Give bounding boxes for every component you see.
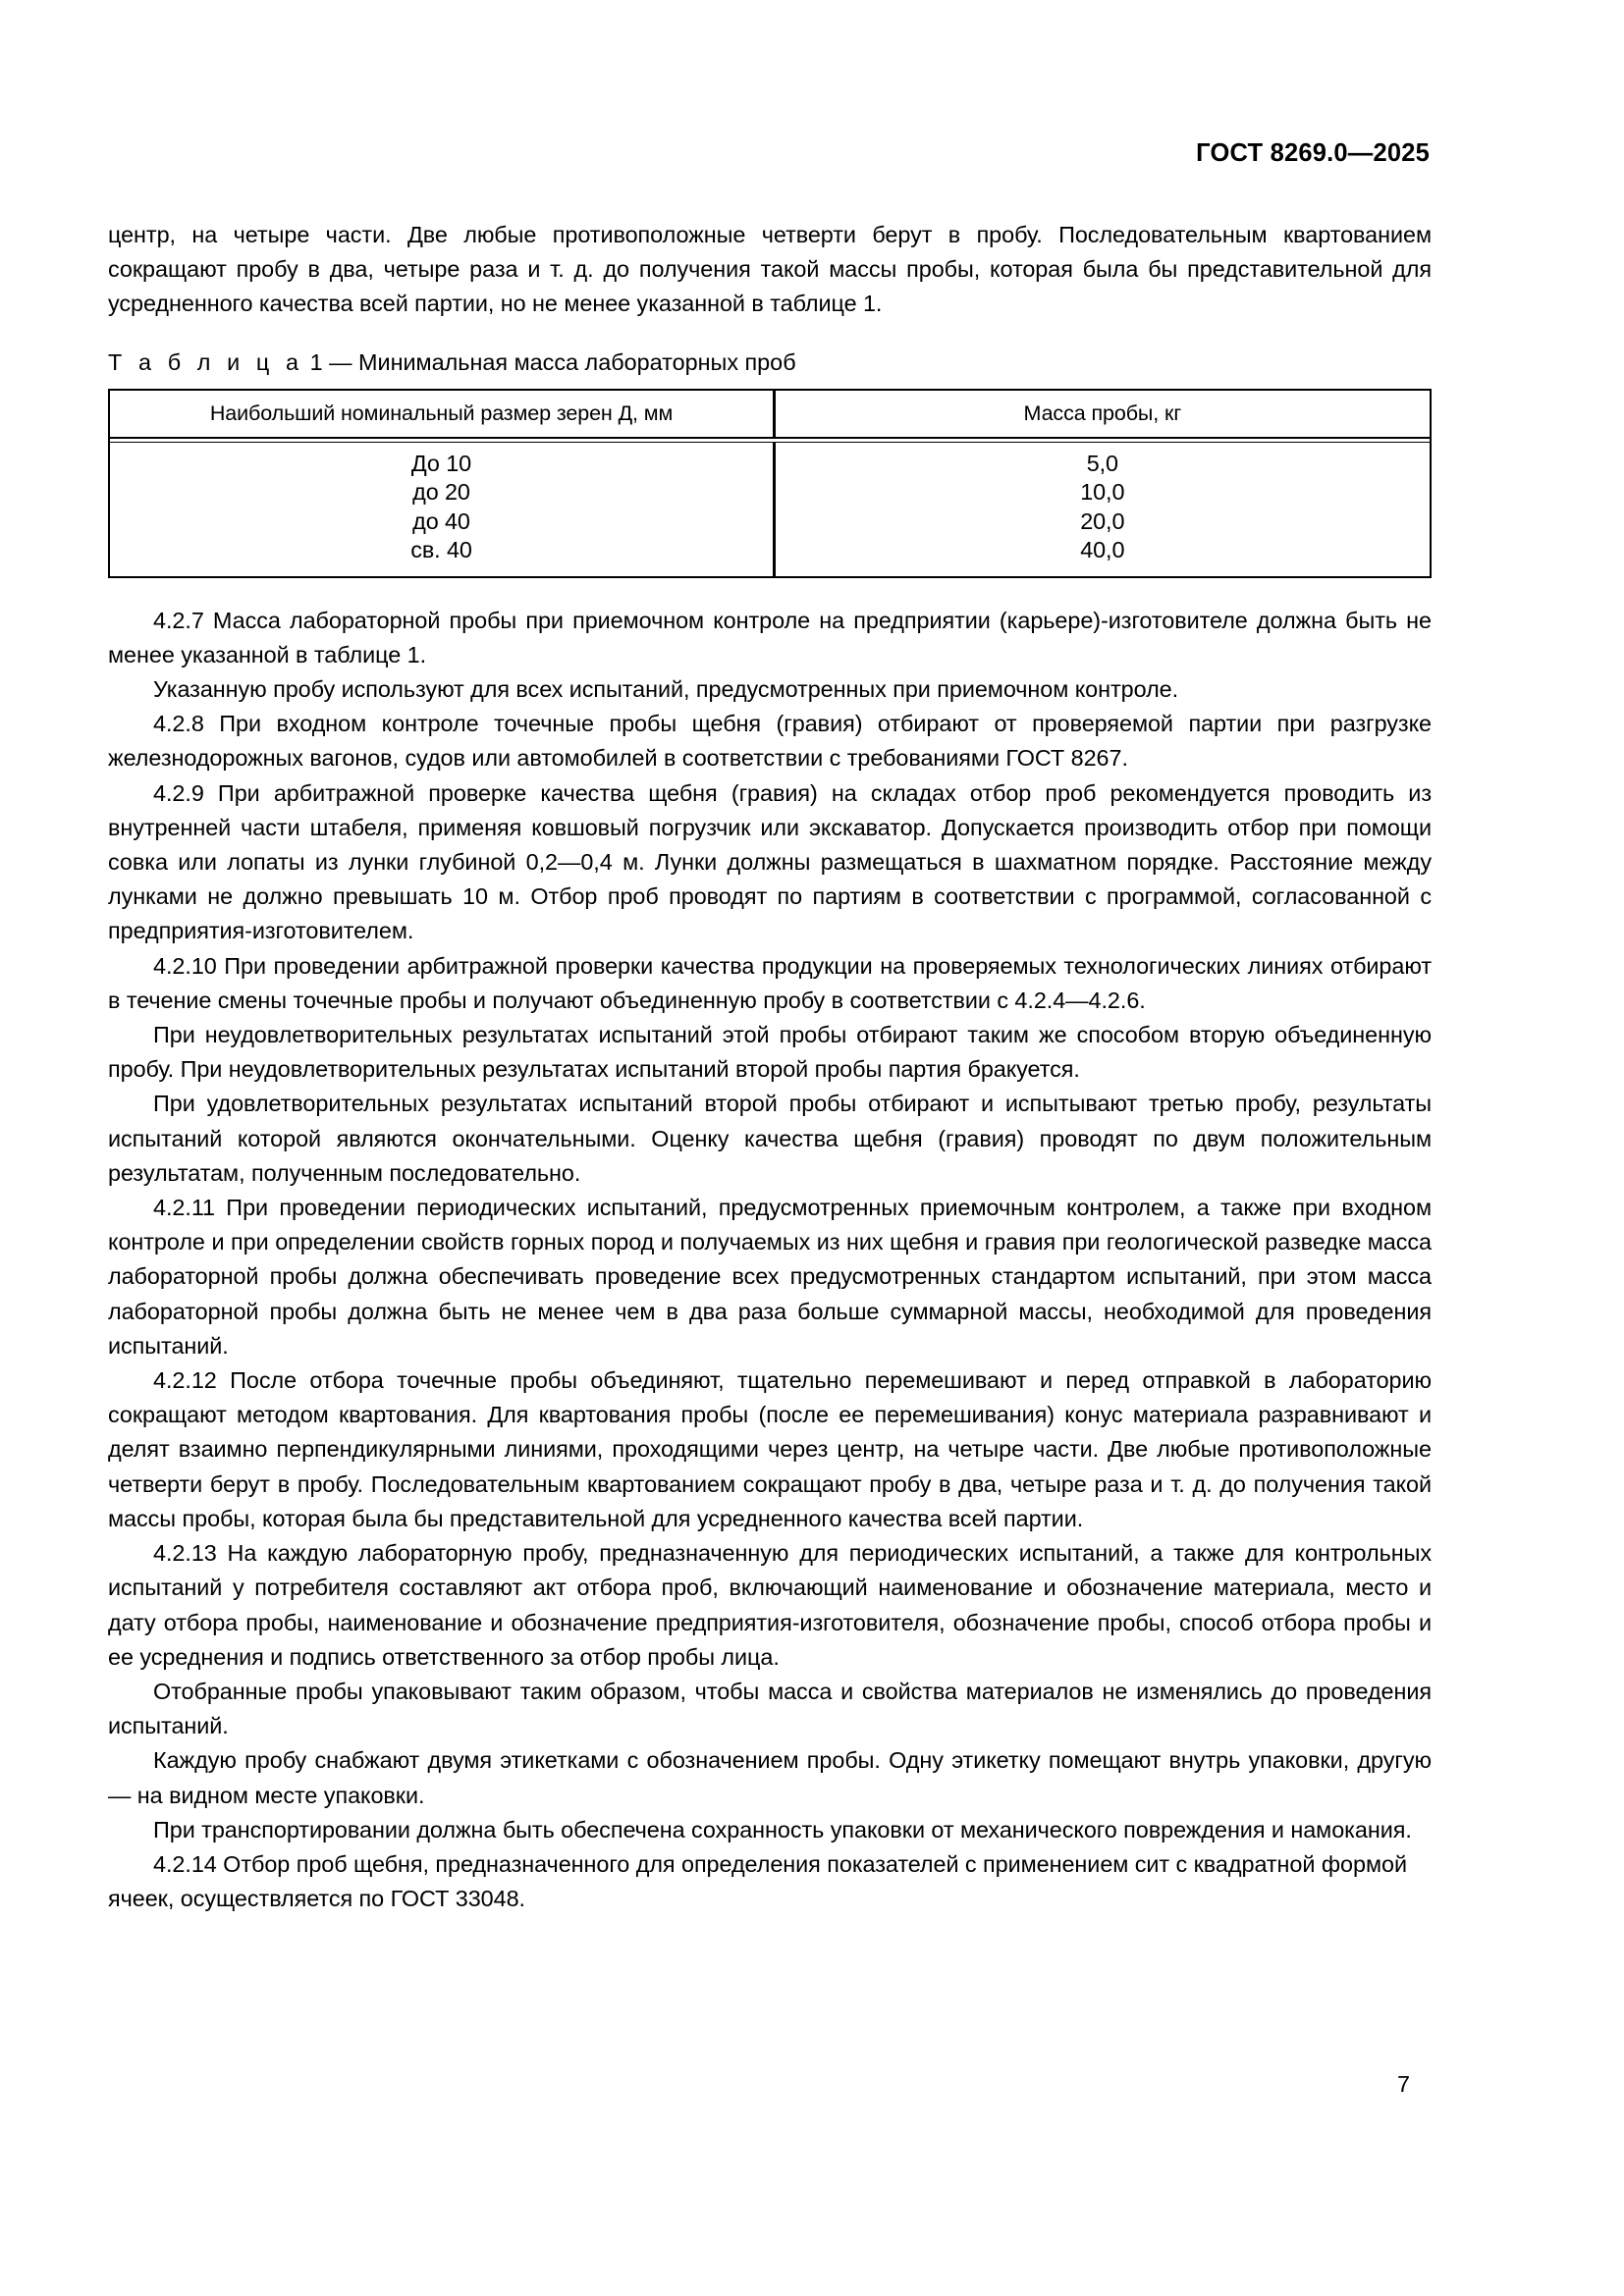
paragraph-4-2-14: 4.2.14 Отбор проб щебня, предназначенного для определения показателей с применением сит с квадратной формой ячеек, осуществляется по ГОСТ 33048. — [108, 1850, 1407, 1912]
table-caption-dash: — — [329, 348, 352, 375]
table-cell-mass: 40,0 — [1080, 537, 1125, 563]
table-cell-mass: 5,0 — [1086, 450, 1118, 476]
table-cell-size: до 20 — [412, 479, 470, 506]
table-cell-size: св. 40 — [410, 537, 472, 563]
table-caption-number: 1 — [309, 348, 323, 375]
table-header-cell-size: Наибольший номинальный размер зерен Д, мм — [209, 400, 674, 425]
page-content-column — [108, 218, 1432, 1916]
paragraph-4-2-13-note-2: Каждую пробу снабжают двумя этикетками с обозначением пробы. Одну этикетку помещают внутрь упаковки, другую — на видном месте упаковки. — [108, 1747, 1432, 1808]
table-cell-size: До 10 — [410, 450, 472, 476]
table-header-row — [110, 391, 1430, 437]
paragraph-4-2-7: 4.2.7 Масса лабораторной пробы при приемочном контроле на предприятии (карьере)-изготовителе должна быть не менее указанной в таблице 1. — [108, 607, 1432, 667]
table-cell-mass: 20,0 — [1080, 507, 1125, 534]
table-cell-mass: 10,0 — [1080, 479, 1125, 506]
paragraph-4-2-13-note-3: При транспортировании должна быть обеспечена сохранность упаковки от механического повреждения и намокания. — [153, 1816, 1412, 1842]
table-body — [110, 443, 1430, 576]
running-header-standard-title: ГОСТ 8269.0—2025 — [1196, 139, 1430, 167]
table-minimum-lab-sample-mass — [108, 389, 1432, 578]
table-header-cell-mass: Масса пробы, кг — [1023, 400, 1182, 425]
page-number: 7 — [1397, 2071, 1411, 2097]
paragraph-4-2-9: 4.2.9 При арбитражной проверке качества щебня (гравия) на складах отбор проб рекомендуется проводить из внутренней части штабеля, применяя ковшовый погрузчик или экскаватор. Допускается производить отбор при помощи совка или лопаты из лунки глубиной 0,2—0,4 м. Лунки должны размещаться в шахматном порядке. Расстояние между лунками не должно превышать 10 м. Отбор проб проводят по партиям в соответствии с программой, согласованной с предприятия-изготовителем. — [108, 779, 1432, 944]
table-frame — [108, 389, 1432, 578]
paragraph-4-2-11: 4.2.11 При проведении периодических испытаний, предусмотренных приемочным контролем, а также при входном контроле и при определении свойств горных пород и получаемых из них щебня и гравия при геологической разведке масса лабораторной пробы должна обеспечивать проведение всех предусмотренных стандартом испытаний, при этом масса лабораторной пробы должна быть не менее чем в два раза больше суммарной массы, необходимой для проведения испытаний. — [108, 1195, 1432, 1359]
table-cell-size: до 40 — [412, 507, 470, 534]
table-body-column-size — [110, 443, 773, 576]
paragraph-intro: центр, на четыре части. Две любые противоположные четверти берут в пробу. Последовательным квартованием сокращают пробу в два, четыре раза и т. д. до получения такой массы пробы, которая была бы представительной для усредненного качества всей партии, но не менее указанной в таблице 1. — [108, 222, 1432, 317]
paragraph-4-2-12: 4.2.12 После отбора точечные пробы объединяют, тщательно перемешивают и перед отправкой в лабораторию сокращают методом квартования. Для квартования пробы (после ее перемешивания) конус материала разравнивают и делят взаимно перпендикулярными линиями, проходящими через центр, на четыре части. Две любые противоположные четверти берут в пробу. Последовательным квартованием сокращают пробу в два, четыре раза и т. д. до получения такой массы пробы, которая была бы представительной для усредненного качества всей партии. — [108, 1367, 1432, 1531]
paragraph-4-2-10-note-2: При удовлетворительных результатах испытаний второй пробы отбирают и испытывают третью пробу, результаты испытаний которой являются окончательными. Оценку качества щебня (гравия) проводят по двум положительным результатам, полученным последовательно. — [108, 1091, 1432, 1186]
paragraph-4-2-13: 4.2.13 На каждую лабораторную пробу, предназначенную для периодических испытаний, а также для контрольных испытаний у потребителя составляют акт отбора проб, включающий наименование и обозначение материала, место и дату отбора пробы, наименование и обозначение предприятия-изготовителя, обозначение пробы, способ отбора пробы и ее усреднения и подпись ответственного за отбор пробы лица. — [108, 1540, 1432, 1670]
table-caption — [108, 347, 1432, 377]
paragraph-4-2-13-note-1: Отобранные пробы упаковывают таким образом, чтобы масса и свойства материалов не изменялись до проведения испытаний. — [108, 1678, 1432, 1739]
paragraph-4-2-10: 4.2.10 При проведении арбитражной проверки качества продукции на проверяемых технологических линиях отбирают в течение смены точечные пробы и получают объединенную пробу в соответствии с 4.2.4—4.2.6. — [108, 952, 1432, 1013]
table-caption-label: Т а б л и ц а — [108, 348, 304, 375]
table-body-column-mass — [776, 443, 1430, 576]
table-caption-title: Минимальная масса лабораторных проб — [358, 348, 796, 375]
paragraph-4-2-8: 4.2.8 При входном контроле точечные пробы щебня (гравия) отбирают от проверяемой партии при разгрузке железнодорожных вагонов, судов или автомобилей в соответствии с требованиями ГОСТ 8267. — [108, 711, 1432, 772]
paragraph-4-2-7-note: Указанную пробу используют для всех испытаний, предусмотренных при приемочном контроле. — [153, 676, 1179, 703]
paragraph-4-2-10-note-1: При неудовлетворительных результатах испытаний этой пробы отбирают таким же способом вторую объединенную пробу. При неудовлетворительных результатах испытаний второй пробы партия бракуется. — [108, 1022, 1432, 1083]
